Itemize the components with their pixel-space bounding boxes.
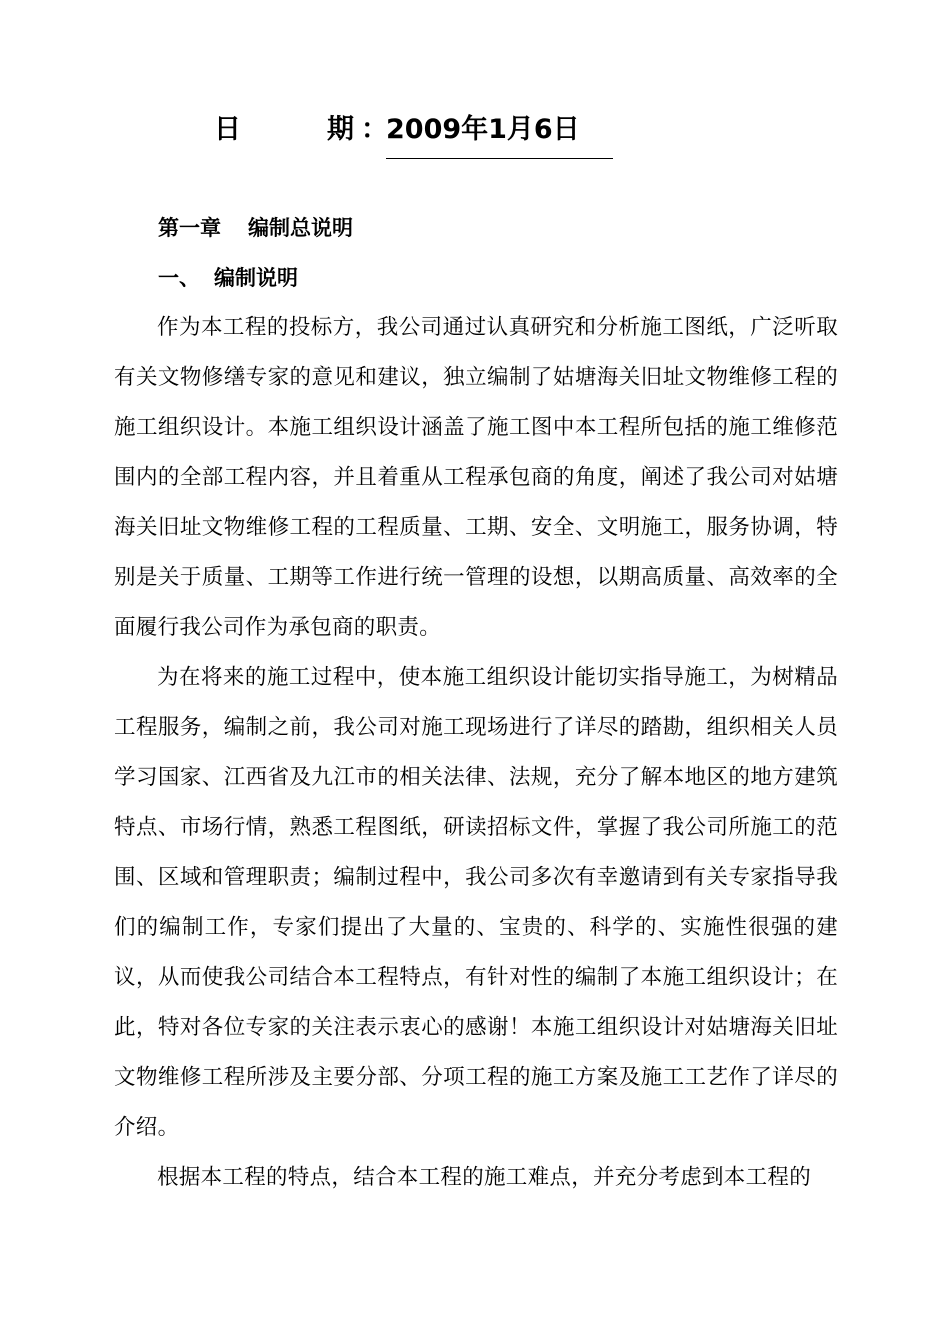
paragraph-1: 作为本工程的投标方，我公司通过认真研究和分析施工图纸，广泛听取有关文物修缮专家的意见和建议，独立编制了姑塘海关旧址文物维修工程的施工组织设计。本施工组织设计涵盖了施工图中本工程所包括的施工维修范围内的全部工程内容，并且着重从工程承包商的角度，阐述了我公司对姑塘海关旧址文物维修工程的工程质量、工期、安全、文明施工，服务协调，特别是关于质量、工期等工作进行统一管理的设想，以期高质量、高效率的全面履行我公司作为承包商的职责。: [114, 315, 838, 640]
date-colon: ：: [361, 114, 388, 145]
date-underline: [386, 158, 613, 159]
section-title: 编制说明: [214, 266, 298, 290]
paragraph-3: 根据本工程的特点，结合本工程的施工难点，并充分考虑到本工程的: [157, 1165, 812, 1190]
date-value: 2009年1月6日: [386, 114, 580, 145]
chapter-number: 第一章: [158, 216, 221, 240]
section-heading: [158, 263, 298, 293]
date-label-second-char: 期: [327, 114, 354, 145]
chapter-heading: [158, 213, 353, 243]
paragraph-2: 为在将来的施工过程中，使本施工组织设计能切实指导施工，为树精品工程服务，编制之前，我公司对施工现场进行了详尽的踏勘，组织相关人员学习国家、江西省及九江市的相关法律、法规，充分了解本地区的地方建筑特点、市场行情，熟悉工程图纸，研读招标文件，掌握了我公司所施工的范围、区域和管理职责；编制过程中，我公司多次有幸邀请到有关专家指导我们的编制工作，专家们提出了大量的、宝贵的、科学的、实施性很强的建议，从而使我公司结合本工程特点，有针对性的编制了本施工组织设计；在此，特对各位专家的关注表示衷心的感谢！本施工组织设计对姑塘海关旧址文物维修工程所涉及主要分部、分项工程的施工方案及施工工艺作了详尽的介绍。: [114, 665, 838, 1140]
chapter-title: 编制总说明: [248, 216, 353, 240]
date-label-first-char: 日: [214, 114, 241, 145]
section-number: 一、: [158, 266, 200, 290]
